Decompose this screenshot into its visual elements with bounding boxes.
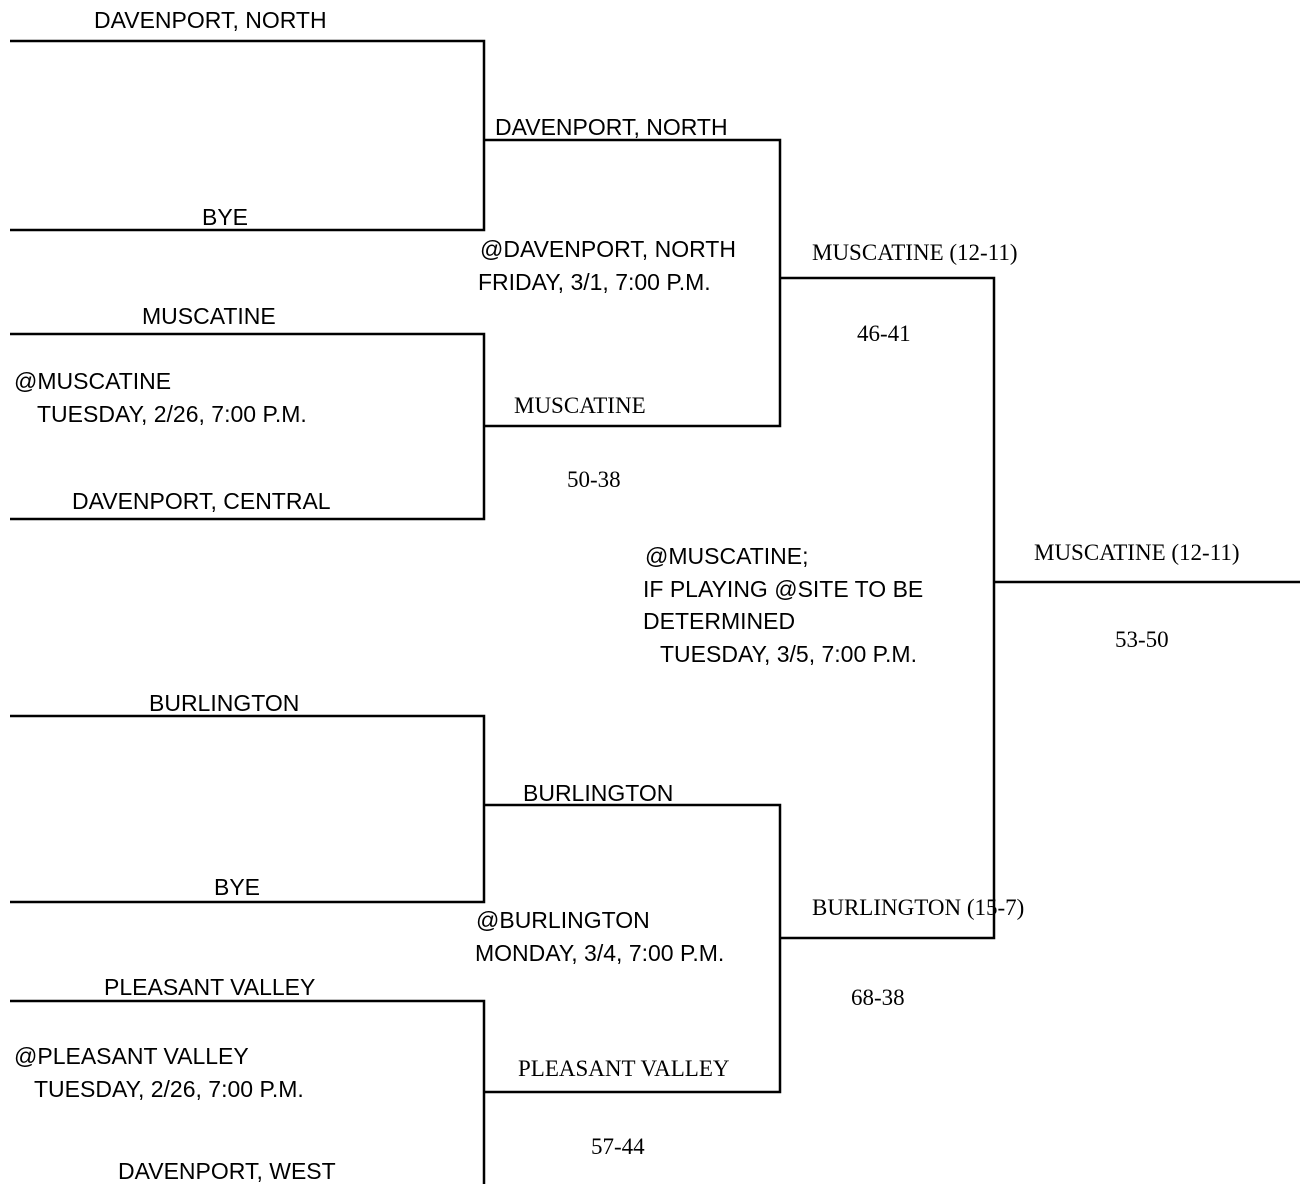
team-pleasant-valley: PLEASANT VALLEY — [104, 974, 316, 1000]
final-site-line1: @MUSCATINE; — [645, 543, 809, 569]
final-site-line2: IF PLAYING @SITE TO BE — [643, 576, 924, 602]
game-site-pleasant-valley: @PLEASANT VALLEY — [14, 1043, 249, 1069]
winner-semifinal-bottom: BURLINGTON (15-7) — [812, 895, 1025, 920]
winner-muscatine: MUSCATINE — [514, 393, 646, 418]
team-davenport-west: DAVENPORT, WEST — [118, 1158, 336, 1184]
game-site-davenport-north: @DAVENPORT, NORTH — [480, 236, 736, 262]
score-semifinal-top: 46-41 — [857, 321, 911, 346]
team-burlington: BURLINGTON — [149, 690, 300, 716]
game-site-muscatine: @MUSCATINE — [14, 368, 172, 394]
score-muscatine-central: 50-38 — [567, 467, 621, 492]
line-r3-top — [780, 278, 994, 938]
team-davenport-central: DAVENPORT, CENTRAL — [72, 488, 331, 514]
final-game-time: TUESDAY, 3/5, 7:00 P.M. — [660, 641, 917, 667]
game-time-muscatine: TUESDAY, 2/26, 7:00 P.M. — [37, 401, 307, 427]
winner-davenport-north: DAVENPORT, NORTH — [495, 114, 728, 140]
winner-semifinal-top: MUSCATINE (12-11) — [812, 240, 1018, 265]
final-score: 53-50 — [1115, 627, 1169, 652]
game-time-pleasant-valley: TUESDAY, 2/26, 7:00 P.M. — [34, 1076, 304, 1102]
game-time-burlington: MONDAY, 3/4, 7:00 P.M. — [475, 940, 725, 966]
final-winner: MUSCATINE (12-11) — [1034, 540, 1240, 565]
winner-burlington: BURLINGTON — [523, 780, 674, 806]
score-pleasant-valley-west: 57-44 — [591, 1134, 645, 1159]
game-site-burlington: @BURLINGTON — [476, 907, 650, 933]
team-bye-bottom: BYE — [214, 874, 261, 900]
team-bye-top: BYE — [202, 204, 249, 230]
line-r1-north — [10, 41, 484, 230]
winner-pleasant-valley: PLEASANT VALLEY — [518, 1056, 730, 1081]
team-davenport-north: DAVENPORT, NORTH — [94, 7, 327, 33]
final-site-line3: DETERMINED — [643, 608, 796, 634]
team-muscatine: MUSCATINE — [142, 303, 276, 329]
score-semifinal-bottom: 68-38 — [851, 985, 905, 1010]
game-time-davenport-north: FRIDAY, 3/1, 7:00 P.M. — [478, 269, 711, 295]
